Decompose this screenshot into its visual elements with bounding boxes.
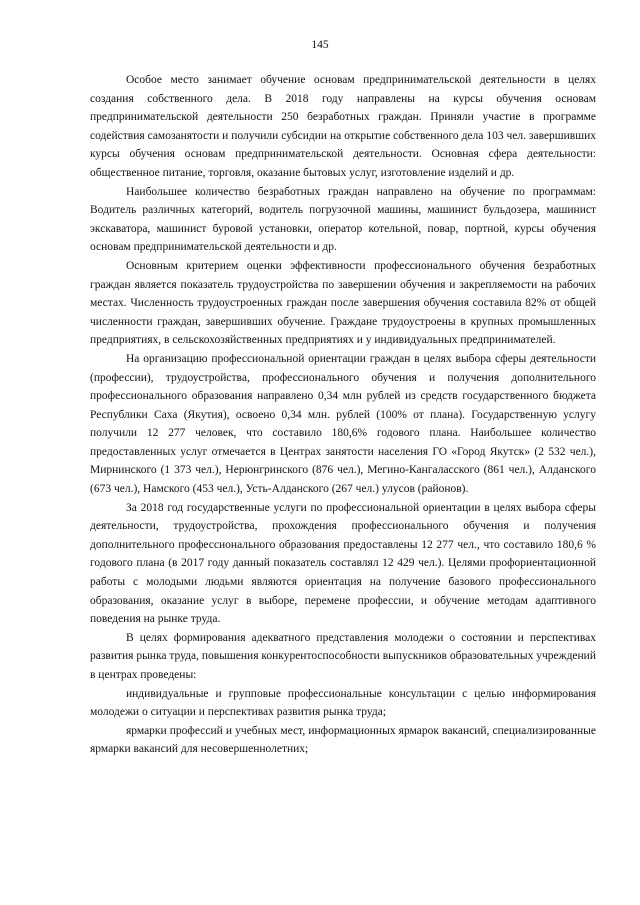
page-number: 145 [311,39,329,51]
paragraph-training-effectiveness: Основным критерием оценки эффективности профессионального обучения безработных граждан является показатель трудоустройства по завершении обучения и закрепляемости на рабочих местах. Численность трудоустроенных граждан после завершения обучения составила 82% от общей численности граждан, завершивших обучение. Граждане трудоустроены в крупных промышленных предприятиях, в сельскохозяйственных предприятиях и у индивидуальных предпринимателей. [90,259,596,347]
paragraph-training-programs: Наибольшее количество безработных граждан направлено на обучение по программам: Водитель различных категорий, водитель погрузочной машины, машинист бульдозера, машинист экскаватора, машинист буровой установки, оператор котельной, повар, портной, курсы обучения основам предпринимательской деятельности и др. [90,185,596,254]
paragraph-career-guidance-funding: На организацию профессиональной ориентации граждан в целях выбора сферы деятельности (профессии), трудоустройства, профессионального обучения и получения дополнительного профессионального образования направлено 0,34 млн рублей из средств государственного бюджета Республики Саха (Якутия), освоено 0,34 млн. рублей (100% от плана). Государственную услугу получили 12 277 человек, что составило 180,6% годового плана. Наибольшее количество предоставленных услуг отмечается в Центрах занятости населения ГО «Город Якутск» (2 532 чел.), Мирнинского (1 373 чел.), Нерюнгринского (876 чел.), Мегино-Кангаласского (861 чел.), Алданского (673 чел.), Намского (453 чел.), Усть-Алданского (267 чел.) улусов (районов). [90,352,596,496]
paragraph-youth-labor-market: В целях формирования адекватного представления молодежи о состоянии и перспективах развития рынка труда, повышения конкурентоспособности выпускников образовательных учреждений в центрах проведены: [90,631,596,681]
paragraph-entrepreneurship-training: Особое место занимает обучение основам предпринимательской деятельности в целях создания собственного дела. В 2018 году направлены на курсы обучения основам предпринимательской деятельности 250 безработных граждан. Приняли участие в программе содействия самозанятости и получили субсидии на открытие собственного дела 103 чел. завершивших курсы обучения основам предпринимательской деятельности. Основная сфера деятельности: общественное питание, торговля, оказание бытовых услуг, изготовление изделий и др. [90,74,596,179]
list-item-job-fairs: ярмарки профессий и учебных мест, информационных ярмарок вакансий, специализированные ярмарки вакансий для несовершеннолетних; [90,724,596,756]
list-item-consultations: индивидуальные и групповые профессиональные консультации с целью информирования молодежи о ситуации и перспективах развития рынка труда; [90,687,596,719]
document-body [90,71,596,759]
paragraph-career-guidance-services: За 2018 год государственные услуги по профессиональной ориентации в целях выбора сферы деятельности, трудоустройства, прохождения профессионального обучения и получения дополнительного профессионального образования предоставлены 12 277 чел., что составило 180,6 % годового плана (в 2017 году данный показатель составлял 12 429 чел.). Целями профориентационной работы с молодыми людьми являются ориентация на получение базового профессионального образования, оказание услуг в выборе, перемене профессии, и обучение методам адаптивного поведения на рынке труда. [90,501,596,626]
